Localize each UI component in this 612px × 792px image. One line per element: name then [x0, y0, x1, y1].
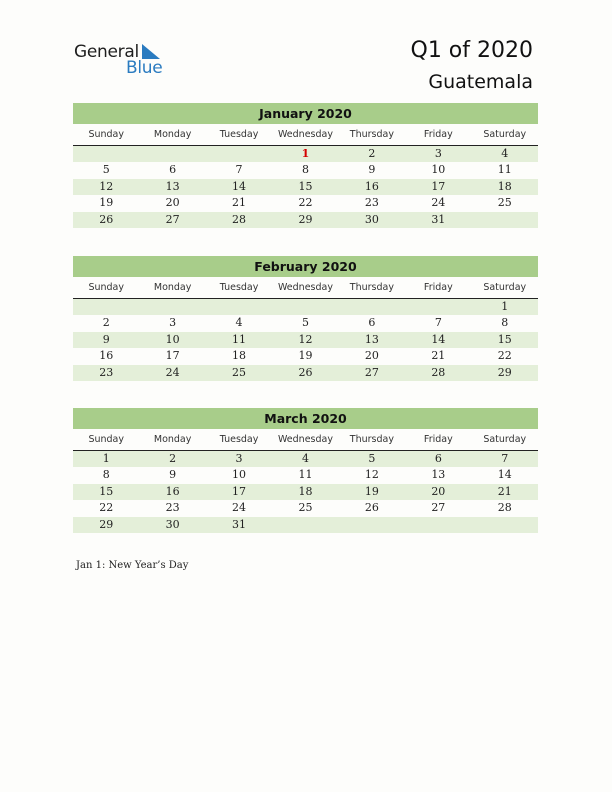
- calendar-march: [73, 408, 538, 533]
- calendar-february: [73, 256, 538, 381]
- empty-day-cell: [139, 299, 205, 315]
- empty-day-cell: [272, 299, 338, 315]
- weekday-header-row: [73, 432, 538, 451]
- day-cell: 4: [301, 452, 309, 465]
- day-cell: 27: [364, 365, 379, 379]
- day-cell: 27: [165, 212, 180, 226]
- empty-day-cell: [73, 299, 139, 315]
- week-row: [73, 500, 538, 516]
- weekday-label: Saturday: [483, 129, 527, 140]
- day-cell: 5: [301, 316, 309, 330]
- empty-day-cell: [405, 299, 471, 315]
- day-cell: 3: [235, 452, 243, 465]
- weekday-label: Tuesday: [219, 129, 259, 140]
- day-cell: 10: [431, 163, 446, 177]
- weekday-label: Monday: [153, 282, 192, 293]
- day-cell: 23: [364, 196, 379, 210]
- weekday-label: Thursday: [349, 282, 394, 293]
- day-cell: 6: [434, 452, 442, 465]
- month-header: February 2020: [73, 256, 538, 277]
- day-cell: 12: [99, 179, 114, 193]
- day-cell: 1: [501, 300, 509, 313]
- day-cell: 3: [434, 147, 442, 160]
- day-cell: 9: [169, 468, 177, 482]
- day-cell: 31: [232, 517, 247, 531]
- day-cell: 10: [232, 468, 247, 482]
- holiday-notes: [76, 560, 188, 571]
- day-cell: 5: [368, 452, 376, 465]
- day-cell: 22: [298, 196, 313, 210]
- day-cell: 20: [364, 349, 379, 363]
- holiday-note: Jan 1: New Year’s Day: [76, 560, 189, 571]
- day-cell: 18: [232, 349, 247, 363]
- day-cell: 12: [364, 468, 379, 482]
- day-cell: 20: [165, 196, 180, 210]
- day-cell: 5: [102, 163, 110, 177]
- day-cell: 15: [298, 179, 313, 193]
- day-cell: 3: [169, 316, 177, 330]
- day-cell: 2: [368, 147, 376, 160]
- day-cell: 15: [99, 484, 114, 498]
- week-row: [73, 332, 538, 348]
- day-cell: 30: [364, 212, 379, 226]
- day-cell: 7: [235, 163, 243, 177]
- day-cell: 17: [232, 484, 247, 498]
- day-cell: 27: [431, 501, 446, 515]
- day-cell: 15: [497, 332, 512, 346]
- day-cell: 23: [99, 365, 114, 379]
- day-cell: 4: [501, 147, 509, 160]
- day-cell: 31: [431, 212, 446, 226]
- weekday-label: Friday: [423, 129, 453, 140]
- day-cell: 21: [431, 349, 446, 363]
- weekday-label: Saturday: [483, 282, 527, 293]
- day-cell: 26: [298, 365, 313, 379]
- day-cell: 28: [232, 212, 247, 226]
- day-cell: 13: [431, 468, 446, 482]
- empty-day-cell: [206, 146, 272, 162]
- day-cell: 8: [301, 163, 309, 177]
- day-cell: 22: [497, 349, 512, 363]
- day-cell: 11: [298, 468, 313, 482]
- day-cell: 24: [165, 365, 180, 379]
- month-header: January 2020: [73, 103, 538, 124]
- day-cell: 26: [99, 212, 114, 226]
- day-cell: 11: [497, 163, 512, 177]
- day-cell: 7: [501, 452, 509, 465]
- empty-day-cell: [206, 299, 272, 315]
- day-cell: 6: [368, 316, 376, 330]
- weekday-label: Wednesday: [277, 434, 333, 445]
- page-title: Q1 of 2020: [410, 38, 533, 63]
- weekday-label: Monday: [153, 434, 192, 445]
- weekday-label: Monday: [153, 129, 192, 140]
- day-cell: 10: [165, 332, 180, 346]
- week-row: [73, 365, 538, 381]
- weekday-label: Sunday: [88, 129, 124, 140]
- day-cell: 19: [298, 349, 313, 363]
- week-row: [73, 162, 538, 178]
- empty-day-cell: [339, 517, 405, 533]
- weekday-label: Sunday: [88, 282, 124, 293]
- day-cell: 19: [99, 196, 114, 210]
- empty-day-cell: [272, 517, 338, 533]
- day-cell: 4: [235, 316, 243, 330]
- logo-general-text: General: [74, 42, 139, 62]
- day-cell: 24: [232, 501, 247, 515]
- week-row: [73, 517, 538, 533]
- day-cell: 1: [301, 147, 310, 160]
- day-cell: 18: [298, 484, 313, 498]
- day-cell: 21: [232, 196, 247, 210]
- day-cell: 1: [102, 452, 110, 465]
- weekday-label: Friday: [423, 282, 453, 293]
- day-cell: 2: [169, 452, 177, 465]
- week-row: [73, 195, 538, 211]
- empty-day-cell: [472, 212, 538, 228]
- day-cell: 11: [232, 332, 247, 346]
- day-cell: 14: [232, 179, 247, 193]
- day-cell: 8: [102, 468, 110, 482]
- day-cell: 19: [364, 484, 379, 498]
- weekday-label: Sunday: [88, 434, 124, 445]
- week-row: [73, 299, 538, 315]
- weekday-label: Tuesday: [219, 282, 259, 293]
- empty-day-cell: [139, 146, 205, 162]
- weekday-header-row: [73, 127, 538, 146]
- week-row: [73, 315, 538, 331]
- day-cell: 7: [434, 316, 442, 330]
- week-row: [73, 212, 538, 228]
- day-cell: 16: [364, 179, 379, 193]
- calendar-january: [73, 103, 538, 228]
- weekday-label: Thursday: [349, 129, 394, 140]
- day-cell: 25: [497, 196, 512, 210]
- day-cell: 16: [165, 484, 180, 498]
- week-row: [73, 146, 538, 162]
- week-row: [73, 467, 538, 483]
- country-subtitle: Guatemala: [428, 71, 533, 93]
- empty-day-cell: [73, 146, 139, 162]
- day-cell: 29: [497, 365, 512, 379]
- day-cell: 13: [165, 179, 180, 193]
- day-cell: 23: [165, 501, 180, 515]
- day-cell: 28: [497, 501, 512, 515]
- empty-day-cell: [339, 299, 405, 315]
- empty-day-cell: [472, 517, 538, 533]
- day-cell: 17: [431, 179, 446, 193]
- day-cell: 26: [364, 501, 379, 515]
- day-cell: 29: [298, 212, 313, 226]
- day-cell: 14: [431, 332, 446, 346]
- day-cell: 28: [431, 365, 446, 379]
- day-cell: 25: [298, 501, 313, 515]
- weekday-label: Friday: [423, 434, 453, 445]
- day-cell: 12: [298, 332, 313, 346]
- week-row: [73, 179, 538, 195]
- day-cell: 9: [102, 332, 110, 346]
- day-cell: 24: [431, 196, 446, 210]
- generalblue-logo: [74, 42, 174, 78]
- weekday-label: Saturday: [483, 434, 527, 445]
- week-row: [73, 348, 538, 364]
- day-cell: 29: [99, 517, 114, 531]
- weekday-label: Wednesday: [277, 282, 333, 293]
- day-cell: 21: [497, 484, 512, 498]
- day-cell: 25: [232, 365, 247, 379]
- day-cell: 22: [99, 501, 114, 515]
- day-cell: 20: [431, 484, 446, 498]
- day-cell: 30: [165, 517, 180, 531]
- weekday-header-row: [73, 280, 538, 299]
- weekday-label: Tuesday: [219, 434, 259, 445]
- month-header: March 2020: [73, 408, 538, 429]
- day-cell: 6: [169, 163, 177, 177]
- empty-day-cell: [405, 517, 471, 533]
- day-cell: 13: [364, 332, 379, 346]
- day-cell: 16: [99, 349, 114, 363]
- day-cell: 18: [497, 179, 512, 193]
- weekday-label: Wednesday: [277, 129, 333, 140]
- week-row: [73, 484, 538, 500]
- day-cell: 8: [501, 316, 509, 330]
- day-cell: 2: [102, 316, 110, 330]
- day-cell: 9: [368, 163, 376, 177]
- day-cell: 14: [497, 468, 512, 482]
- day-cell: 17: [165, 349, 180, 363]
- weekday-label: Thursday: [349, 434, 394, 445]
- week-row: [73, 451, 538, 467]
- logo-blue-text: Blue: [126, 58, 163, 78]
